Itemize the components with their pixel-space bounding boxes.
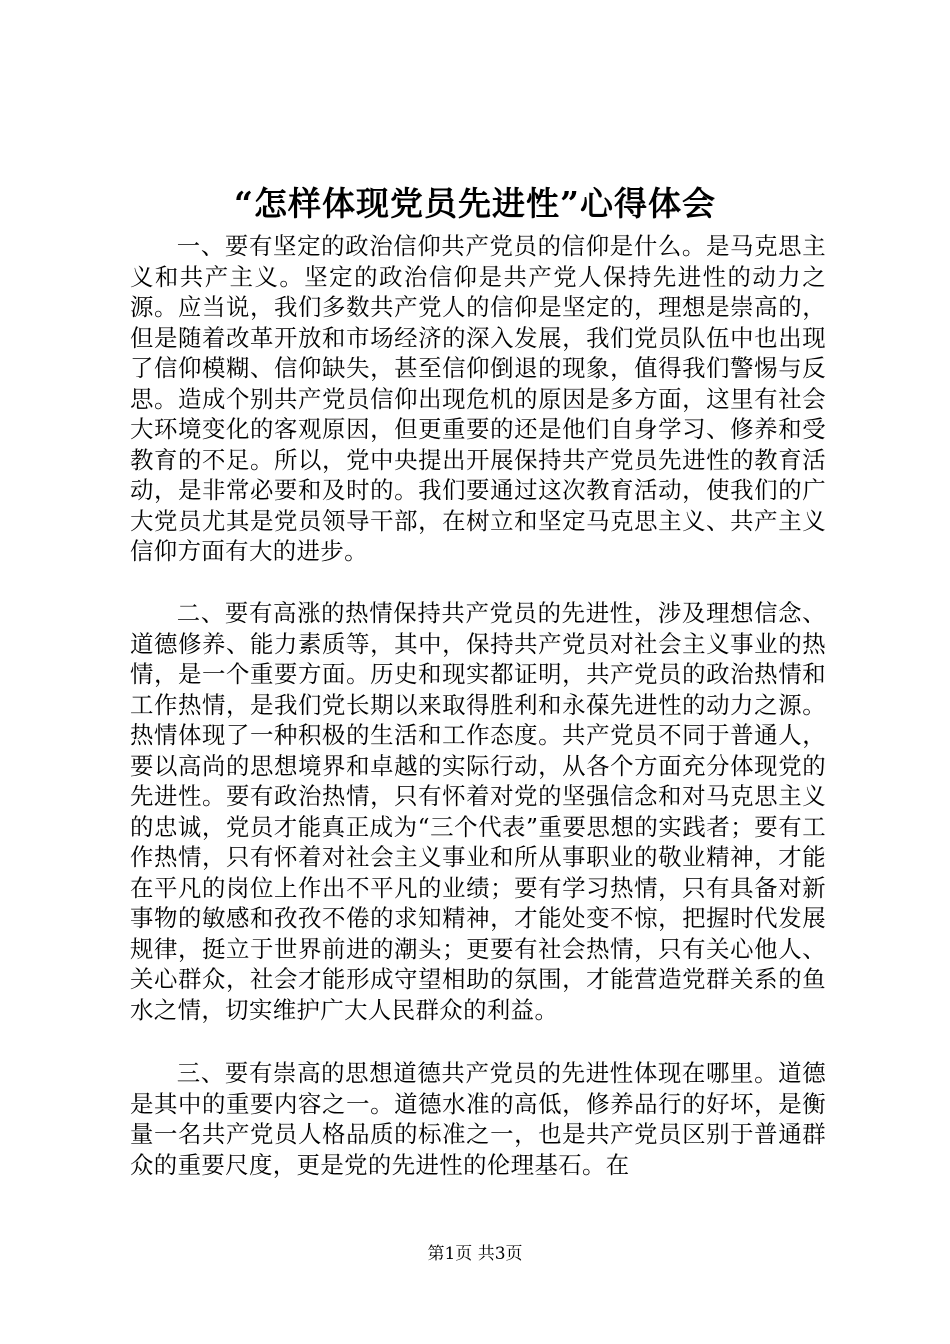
body-section-2 — [130, 598, 826, 1025]
page-footer: 第1页 共3页 — [427, 1244, 523, 1264]
body-section-1 — [130, 231, 826, 567]
document-title: “怎样体现党员先进性”心得体会 — [234, 184, 716, 223]
paragraph-2: 二、要有高涨的热情保持共产党员的先进性，涉及理想信念、道德修养、能力素质等，其中，保持共产党员对社会主义事业的热情，是一个重要方面。历史和现实都证明，共产党员的政治热情和工作热情，是我们党长期以来取得胜利和永葆先进性的动力之源。热情体现了一种积极的生活和工作态度。共产党员不同于普通人，要以高尚的思想境界和卓越的实际行动，从各个方面充分体现党的先进性。要有政治热情，只有怀着对党的坚强信念和对马克思主义的忠诚，党员才能真正成为“三个代表”重要思想的实践者；要有工作热情，只有怀着对社会主义事业和所从事职业的敬业精神，才能在平凡的岗位上作出不平凡的业绩；要有学习热情，只有具备对新事物的敏感和孜孜不倦的求知精神，才能处变不惊，把握时代发展规律，挺立于世界前进的潮头；更要有社会热情，只有关心他人、关心群众，社会才能形成守望相助的氛围，才能营造党群关系的鱼水之情，切实维护广大人民群众的利益。 — [130, 599, 826, 1024]
paragraph-1: 一、要有坚定的政治信仰共产党员的信仰是什么。是马克思主义和共产主义。坚定的政治信仰是共产党人保持先进性的动力之源。应当说，我们多数共产党人的信仰是坚定的，理想是崇高的，但是随着改革开放和市场经济的深入发展，我们党员队伍中也出现了信仰模糊、信仰缺失，甚至信仰倒退的现象，值得我们警惕与反思。造成个别共产党员信仰出现危机的原因是多方面，这里有社会大环境变化的客观原因，但更重要的还是他们自身学习、修养和受教育的不足。所以，党中央提出开展保持共产党员先进性的教育活动，是非常必要和及时的。我们要通过这次教育活动，使我们的广大党员尤其是党员领导干部，在树立和坚定马克思主义、共产主义信仰方面有大的进步。 — [130, 232, 826, 565]
body-section-3 — [130, 1058, 826, 1180]
paragraph-3: 三、要有崇高的思想道德共产党员的先进性体现在哪里。道德是其中的重要内容之一。道德水准的高低，修养品行的好坏，是衡量一名共产党员人格品质的标准之一，也是共产党员区别于普通群众的重要尺度，更是党的先进性的伦理基石。在 — [130, 1059, 826, 1179]
